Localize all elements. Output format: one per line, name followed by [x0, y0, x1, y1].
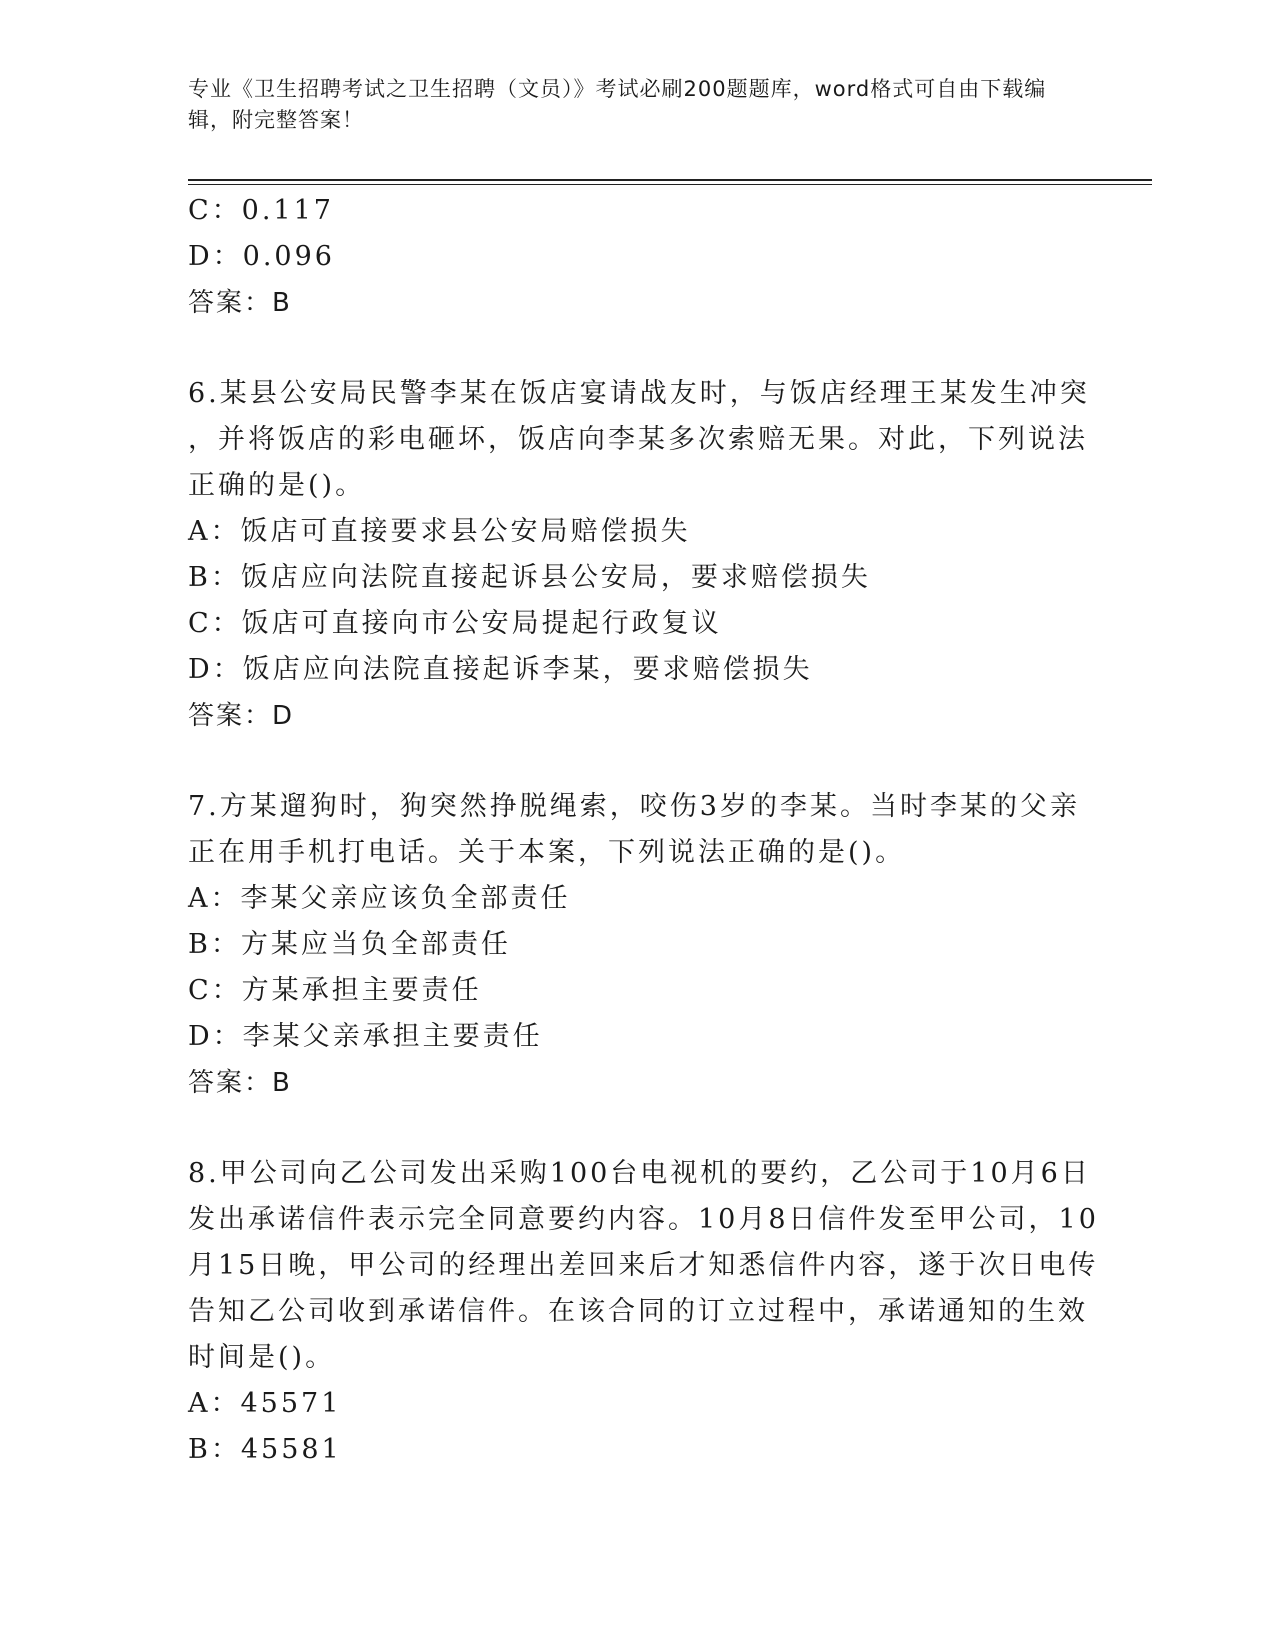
option-d: D：饭店应向法院直接起诉李某，要求赔偿损失 — [188, 654, 813, 685]
option-b: B：方某应当负全部责任 — [188, 929, 511, 960]
option-a: A：李某父亲应该负全部责任 — [188, 883, 571, 914]
question-text-line: 时间是()。 — [188, 1342, 336, 1373]
header-rule — [188, 179, 1152, 181]
document-header: 专业《卫生招聘考试之卫生招聘（文员）》考试必刷200题题库，word格式可自由下载编辑，附完整答案！ — [188, 77, 1047, 132]
option-b: B：饭店应向法院直接起诉县公安局，要求赔偿损失 — [188, 562, 871, 593]
question-7 — [188, 784, 1088, 1106]
answer-line: 答案：B — [188, 1068, 292, 1098]
question-6 — [188, 371, 1088, 739]
question-8 — [188, 1151, 1099, 1473]
question-text-line: 正在用手机打电话。关于本案，下列说法正确的是()。 — [188, 837, 906, 868]
option-a: A：45571 — [188, 1388, 342, 1419]
question-text-line: ，并将饭店的彩电砸坏，饭店向李某多次索赔无果。对此，下列说法 — [188, 424, 1088, 455]
question-text-line: 告知乙公司收到承诺信件。在该合同的订立过程中，承诺通知的生效 — [188, 1296, 1088, 1327]
option-d: D：0.096 — [188, 241, 335, 272]
option-c: C：饭店可直接向市公安局提起行政复议 — [188, 608, 722, 639]
answer-line: 答案：D — [188, 701, 295, 731]
option-b: B：45581 — [188, 1434, 342, 1465]
question-text-line: 发出承诺信件表示完全同意要约内容。10月8日信件发至甲公司，10 — [188, 1204, 1099, 1235]
answer-line: 答案：B — [188, 288, 292, 318]
question-text-line: 6.某县公安局民警李某在饭店宴请战友时，与饭店经理王某发生冲突 — [188, 378, 1090, 409]
header-rule-thin — [188, 184, 1152, 185]
question-text-line: 月15日晚，甲公司的经理出差回来后才知悉信件内容，遂于次日电传 — [188, 1250, 1099, 1281]
question-5-tail — [188, 188, 1088, 326]
question-text-line: 8.甲公司向乙公司发出采购100台电视机的要约，乙公司于10月6日 — [188, 1158, 1091, 1189]
option-d: D：李某父亲承担主要责任 — [188, 1021, 543, 1052]
question-text-line: 7.方某遛狗时，狗突然挣脱绳索，咬伤3岁的李某。当时李某的父亲 — [188, 791, 1080, 822]
question-list — [188, 188, 1099, 1473]
option-a: A：饭店可直接要求县公安局赔偿损失 — [188, 516, 691, 547]
option-c: C：0.117 — [188, 195, 334, 226]
option-c: C：方某承担主要责任 — [188, 975, 482, 1006]
question-text-line: 正确的是()。 — [188, 470, 366, 501]
